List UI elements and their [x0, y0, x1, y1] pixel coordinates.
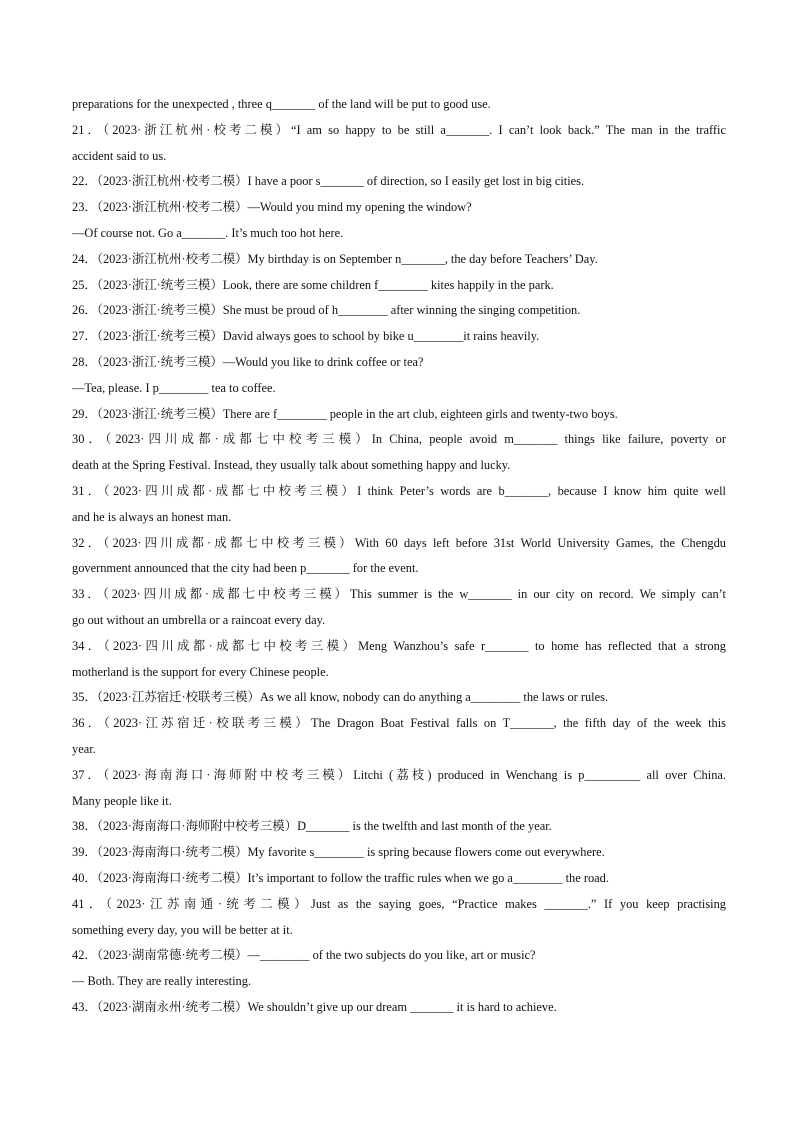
exercise-line: 37．（2023·海南海口·海师附中校考三模）Litchi (荔枝) produced in Wenchang is p_________ all over China.	[72, 767, 726, 782]
exercise-line: 39．（2023·海南海口·统考二模）My favorite s________ is spring because flowers come out everywhere.	[72, 845, 605, 860]
exercise-line: 21．（2023·浙江杭州·校考二模）“I am so happy to be still a_______. I can’t look back.” The man in the traffic	[72, 122, 726, 137]
exercise-line: 28．（2023·浙江·统考三模）—Would you like to drink coffee or tea?	[72, 354, 424, 369]
exercise-line: —Of course not. Go a_______. It’s much too hot here.	[72, 225, 344, 240]
exercise-line: 38．（2023·海南海口·海师附中校考三模）D_______ is the twelfth and last month of the year.	[72, 819, 552, 834]
exercise-line: 29．（2023·浙江·统考三模）There are f________ people in the art club, eighteen girls and twenty-two boys.	[72, 406, 618, 421]
exercise-line: 43．（2023·湖南永州·统考二模）We shouldn’t give up our dream _______ it is hard to achieve.	[72, 999, 557, 1014]
exercise-line: 42．（2023·湖南常德·统考二模）—________ of the two subjects do you like, art or music?	[72, 948, 536, 963]
exercise-line: government announced that the city had been p_______ for the event.	[72, 561, 419, 576]
exercise-line: 34．（2023·四川成都·成都七中校考三模）Meng Wanzhou’s safe r_______ to home has reflected that a strong	[72, 638, 726, 653]
exercise-line: — Both. They are really interesting.	[72, 974, 252, 989]
exercise-line: death at the Spring Festival. Instead, they usually talk about something happy and lucky.	[72, 458, 511, 473]
exercise-line: 41．（2023·江苏南通·统考二模）Just as the saying goes, “Practice makes _______.” If you keep practising	[72, 896, 726, 911]
exercise-line: 26．（2023·浙江·统考三模）She must be proud of h________ after winning the singing competition.	[72, 303, 581, 318]
exercise-line: 22．（2023·浙江杭州·校考二模）I have a poor s_______ of direction, so I easily get lost in big cities.	[72, 174, 585, 189]
exercise-line: 30．（2023·四川成都·成都七中校考三模）In China, people avoid m_______ things like failure, poverty or	[72, 432, 726, 447]
exercise-line: year.	[72, 741, 96, 756]
exercise-line: go out without an umbrella or a raincoat every day.	[72, 612, 326, 627]
exercise-line: preparations for the unexpected , three q_______ of the land will be put to good use.	[72, 97, 491, 111]
exercise-line: 32．（2023·四川成都·成都七中校考三模）With 60 days left before 31st World University Games, the Chengdu	[72, 535, 726, 550]
exercise-page	[72, 92, 726, 1021]
exercise-line: 33．（2023·四川成都·成都七中校考三模）This summer is the w_______ in our city on record. We simply can’t	[72, 587, 726, 602]
exercise-line: 27．（2023·浙江·统考三模）David always goes to school by bike u________it rains heavily.	[72, 329, 540, 344]
exercise-line: 31．（2023·四川成都·成都七中校考三模）I think Peter’s words are b_______, because I know him quite well	[72, 483, 726, 498]
exercise-line: and he is always an honest man.	[72, 509, 232, 524]
exercise-line: accident said to us.	[72, 148, 167, 163]
exercise-line: 40．（2023·海南海口·统考二模）It’s important to follow the traffic rules when we go a________ the road.	[72, 870, 609, 885]
exercise-line: motherland is the support for every Chinese people.	[72, 664, 329, 679]
exercise-line: something every day, you will be better at it.	[72, 922, 293, 937]
exercise-line: 24．（2023·浙江杭州·校考二模）My birthday is on September n_______, the day before Teachers’ Day.	[72, 251, 598, 266]
exercise-line: 35．（2023·江苏宿迁·校联考三模）As we all know, nobody can do anything a________ the laws or rules.	[72, 690, 609, 705]
exercise-line: Many people like it.	[72, 793, 172, 808]
exercise-line: 23．（2023·浙江杭州·校考二模）—Would you mind my opening the window?	[72, 200, 472, 215]
exercise-line: 36．（2023·江苏宿迁·校联考三模）The Dragon Boat Festival falls on T_______, the fifth day of the week this	[72, 716, 726, 731]
exercise-line: 25．（2023·浙江·统考三模）Look, there are some children f________ kites happily in the park.	[72, 277, 554, 292]
exercise-line: —Tea, please. I p________ tea to coffee.	[72, 380, 276, 395]
